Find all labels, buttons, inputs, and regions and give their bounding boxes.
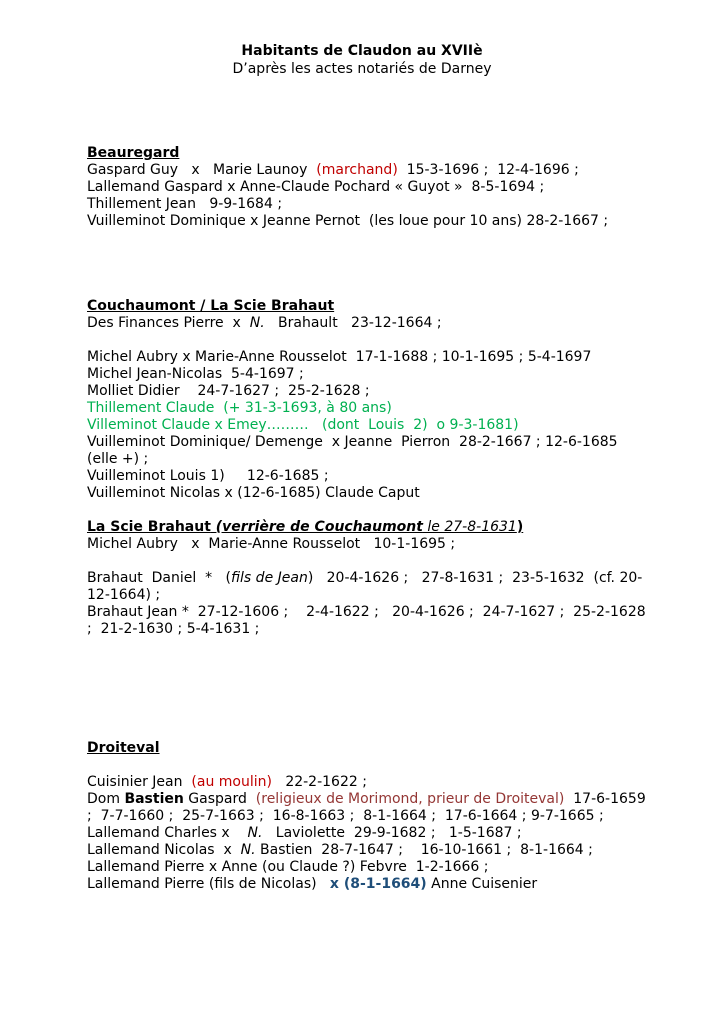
entry-line: Michel Aubry x Marie-Anne Rousselot 17-1-1688 ; 10-1-1695 ; 5-4-1697 [87, 349, 592, 365]
section-droiteval [87, 740, 651, 893]
entry-line: Lallemand Charles x N. Laviolette 29-9-1682 ; 1-5-1687 ; [87, 825, 522, 841]
document-title: Habitants de Claudon au XVIIè [241, 43, 483, 59]
entry-line: Gaspard Guy x Marie Launoy (marchand) 15-3-1696 ; 12-4-1696 ; [87, 162, 579, 178]
entry-line: Thillement Jean 9-9-1684 ; [87, 196, 283, 212]
section-heading: Beauregard [87, 145, 180, 161]
entry-line: Villeminot Claude x Emey……… (dont Louis 2) o 9-3-1681) [87, 417, 519, 433]
entry-line: Lallemand Gaspard x Anne-Claude Pochard « Guyot » 8-5-1694 ; [87, 179, 545, 195]
entry-line: Lallemand Pierre x Anne (ou Claude ?) Febvre 1-2-1666 ; [87, 859, 489, 875]
section-scie-brahaut [87, 519, 651, 638]
entry-line: Vuilleminot Louis 1) 12-6-1685 ; [87, 468, 329, 484]
entry-line: Brahaut Daniel * (fils de Jean) 20-4-1626 ; 27-8-1631 ; 23-5-1632 (cf. 20-12-1664) ; [87, 570, 643, 603]
entry-line: Molliet Didier 24-7-1627 ; 25-2-1628 ; [87, 383, 370, 399]
entry-line: Brahaut Jean * 27-12-1606 ; 2-4-1622 ; 20-4-1626 ; 24-7-1627 ; 25-2-1628 ; 21-2-1630 ; 5-4-1631 ; [87, 604, 651, 637]
section-heading: La Scie Brahaut (verrière de Couchaumont le 27-8-1631) [87, 519, 524, 535]
entry-line: Dom Bastien Gaspard (religieux de Morimond, prieur de Droiteval) 17-6-1659 ; 7-7-1660 ; 25-7-1663 ; 16-8-1663 ; 8-1-1664 ; 17-6-1664 ; 9-7-1665 ; [87, 791, 651, 824]
entry-line: Michel Jean-Nicolas 5-4-1697 ; [87, 366, 304, 382]
entry-line: Vuilleminot Dominique x Jeanne Pernot (les loue pour 10 ans) 28-2-1667 ; [87, 213, 609, 229]
document-subtitle: D’après les actes notariés de Darney [232, 61, 492, 77]
entry-line: Cuisinier Jean (au moulin) 22-2-1622 ; [87, 774, 367, 790]
section-heading: Couchaumont / La Scie Brahaut [87, 298, 335, 314]
entry-line: Thillement Claude (+ 31-3-1693, à 80 ans) [87, 400, 392, 416]
section-couchaumont [87, 298, 647, 502]
entry-line: Lallemand Pierre (fils de Nicolas) x (8-1-1664) Anne Cuisenier [87, 876, 538, 892]
entry-line: Lallemand Nicolas x N. Bastien 28-7-1647 ; 16-10-1661 ; 8-1-1664 ; [87, 842, 593, 858]
entry-line: Des Finances Pierre x N. Brahault 23-12-1664 ; [87, 315, 442, 331]
entry-line: Vuilleminot Dominique/ Demenge x Jeanne Pierron 28-2-1667 ; 12-6-1685 (elle +) ; [87, 434, 623, 467]
section-beauregard [87, 145, 647, 230]
section-heading: Droiteval [87, 740, 160, 756]
entry-line: Michel Aubry x Marie-Anne Rousselot 10-1-1695 ; [87, 536, 456, 552]
entry-line: Vuilleminot Nicolas x (12-6-1685) Claude Caput [87, 485, 420, 501]
